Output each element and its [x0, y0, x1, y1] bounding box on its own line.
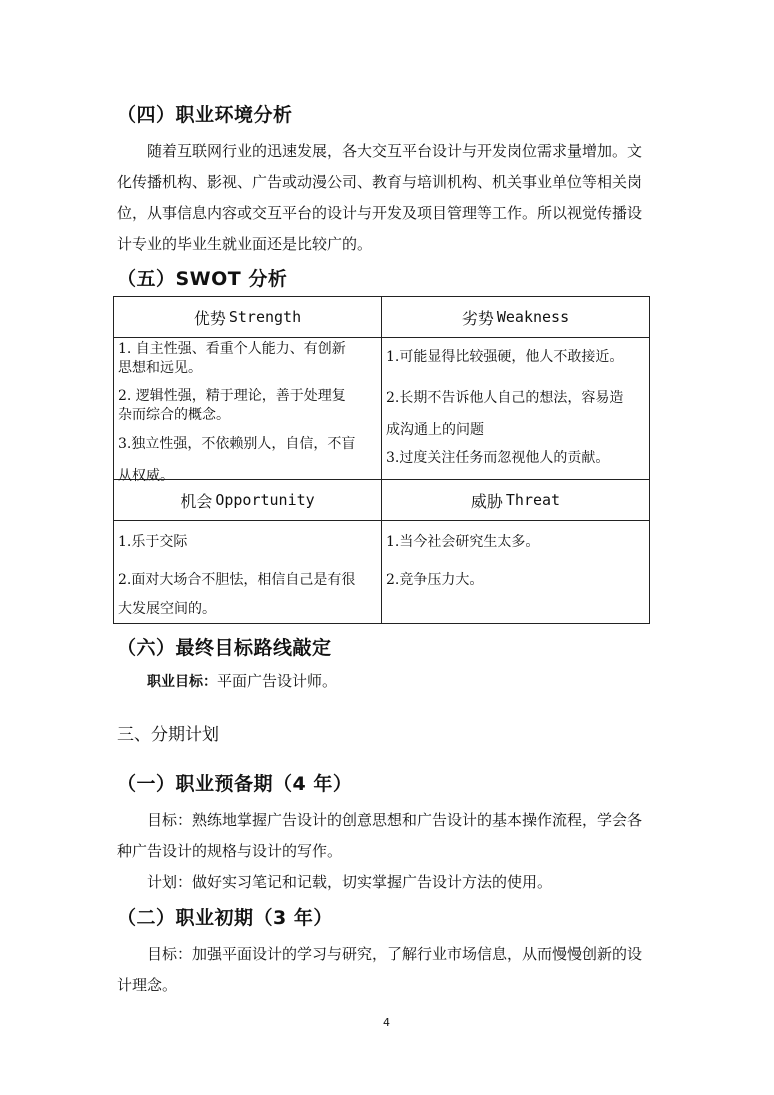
opportunity-header-zh: 机会	[180, 491, 213, 511]
weakness-header	[382, 297, 649, 337]
section-heading-prep: （一）职业预备期（4 年）	[117, 773, 353, 795]
opportunity-header	[114, 480, 381, 520]
weakness-line: 成沟通上的问题	[386, 422, 484, 438]
section-heading-env: （四）职业环境分析	[117, 104, 293, 126]
strength-line: 3.独立性强，不依赖别人，自信，不盲	[118, 436, 356, 452]
strength-line: 2. 逻辑性强，精于理论，善于处理复	[118, 388, 346, 404]
weakness-line: 1.可能显得比较强硬，他人不敢接近。	[386, 349, 624, 365]
strength-header-zh: 优势	[193, 308, 226, 328]
strength-cell	[118, 340, 378, 492]
weakness-line: 2.长期不告诉他人自己的想法，容易造	[386, 390, 624, 406]
threat-header-en: Threat	[505, 491, 561, 509]
threat-line: 1.当今社会研究生太多。	[386, 534, 540, 550]
section-heading-goal: （六）最终目标路线敲定	[117, 637, 332, 659]
strength-line: 1. 自主性强、看重个人能力、有创新	[118, 341, 346, 357]
strength-line: 杂而综合的概念。	[118, 407, 230, 423]
table-divider	[114, 520, 649, 521]
section-heading-swot: （五）SWOT 分析	[117, 268, 288, 290]
opportunity-header-en: Opportunity	[215, 491, 315, 509]
opportunity-line: 1.乐于交际	[118, 534, 188, 550]
prep-line: 目标：熟练地掌握广告设计的创意思想和广告设计的基本操作流程，学会各	[147, 811, 643, 829]
page-number: 4	[383, 1016, 390, 1029]
early-paragraph	[117, 939, 662, 1001]
table-divider	[114, 337, 649, 338]
career-goal-label: 职业目标：	[147, 674, 217, 690]
prep-paragraph	[117, 805, 662, 898]
section-heading-early: （二）职业初期（3 年）	[117, 907, 333, 929]
env-line: 随着互联网行业的迅速发展，各大交互平台设计与开发岗位需求量增加。文	[147, 142, 643, 160]
strength-line: 从权威。	[118, 468, 174, 484]
threat-header-zh: 威胁	[470, 491, 503, 511]
env-paragraph	[117, 136, 662, 260]
early-line: 计理念。	[117, 976, 178, 994]
env-line: 计专业的毕业生就业面还是比较广的。	[117, 235, 373, 253]
strength-header-en: Strength	[228, 308, 302, 326]
chapter-heading-plan: 三、分期计划	[117, 725, 219, 745]
env-line: 位，从事信息内容或交互平台的设计与开发及项目管理等工作。所以视觉传播设	[117, 204, 643, 222]
opportunity-line: 2.面对大场合不胆怯，相信自己是有很	[118, 572, 356, 588]
threat-line: 2.竞争压力大。	[386, 572, 484, 588]
weakness-line: 3.过度关注任务而忽视他人的贡献。	[386, 450, 610, 466]
weakness-header-en: Weakness	[496, 308, 570, 326]
prep-plan-line: 计划：做好实习笔记和记载，切实掌握广告设计方法的使用。	[147, 873, 553, 891]
threat-header	[382, 480, 649, 520]
weakness-cell	[386, 345, 648, 470]
prep-line: 种广告设计的规格与设计的写作。	[117, 842, 343, 860]
table-divider-vertical	[381, 297, 382, 623]
opportunity-cell	[118, 531, 380, 624]
career-goal-value: 平面广告设计师。	[217, 672, 338, 690]
opportunity-line: 大发展空间的。	[118, 601, 216, 617]
swot-table	[113, 296, 650, 624]
strength-header	[114, 297, 381, 337]
weakness-header-zh: 劣势	[461, 308, 494, 328]
env-line: 化传播机构、影视、广告或动漫公司、教育与培训机构、机关事业单位等相关岗	[117, 173, 643, 191]
strength-line: 思想和远见。	[118, 360, 202, 376]
early-line: 目标：加强平面设计的学习与研究，了解行业市场信息，从而慢慢创新的设	[147, 945, 643, 963]
career-goal	[147, 670, 337, 691]
threat-cell	[386, 531, 648, 595]
